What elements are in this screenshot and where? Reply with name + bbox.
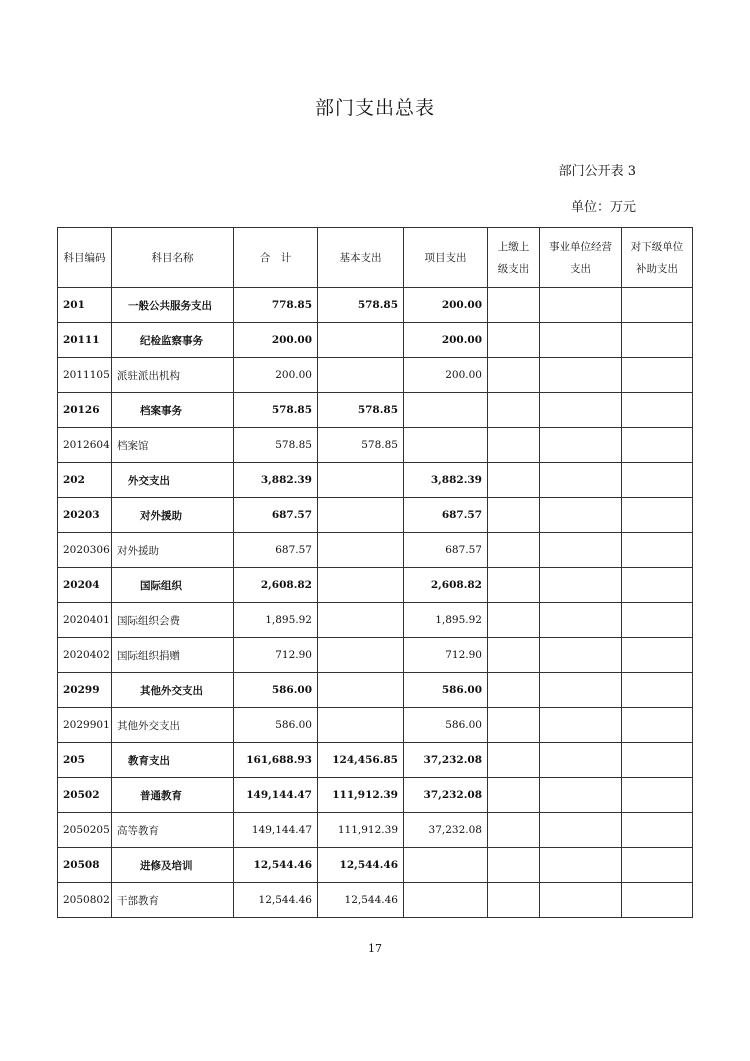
cell-basic bbox=[318, 498, 404, 533]
cell-subsidy bbox=[622, 673, 693, 708]
table-row bbox=[58, 358, 693, 393]
cell-subsidy bbox=[622, 743, 693, 778]
cell-project: 712.90 bbox=[404, 638, 488, 673]
cell-code: 20508 bbox=[58, 848, 112, 883]
cell-remit bbox=[488, 848, 540, 883]
cell-business bbox=[540, 813, 622, 848]
expenditure-table bbox=[57, 227, 693, 918]
cell-code: 20299 bbox=[58, 673, 112, 708]
page-title: 部门支出总表 bbox=[314, 97, 435, 119]
cell-basic: 124,456.85 bbox=[318, 743, 404, 778]
cell-subsidy bbox=[622, 638, 693, 673]
table-row bbox=[58, 743, 693, 778]
cell-name: 对外援助 bbox=[112, 533, 234, 568]
cell-business bbox=[540, 778, 622, 813]
cell-project: 586.00 bbox=[404, 708, 488, 743]
cell-name: 干部教育 bbox=[112, 883, 234, 918]
cell-basic bbox=[318, 568, 404, 603]
cell-code: 20502 bbox=[58, 778, 112, 813]
cell-business bbox=[540, 568, 622, 603]
cell-remit bbox=[488, 778, 540, 813]
cell-basic: 111,912.39 bbox=[318, 778, 404, 813]
cell-basic bbox=[318, 533, 404, 568]
cell-basic: 578.85 bbox=[318, 288, 404, 323]
cell-total: 578.85 bbox=[234, 393, 318, 428]
cell-remit bbox=[488, 533, 540, 568]
cell-business bbox=[540, 848, 622, 883]
cell-name: 教育支出 bbox=[112, 743, 234, 778]
cell-total: 586.00 bbox=[234, 673, 318, 708]
table-row bbox=[58, 638, 693, 673]
cell-basic bbox=[318, 673, 404, 708]
cell-remit bbox=[488, 708, 540, 743]
cell-subsidy bbox=[622, 568, 693, 603]
cell-total: 586.00 bbox=[234, 708, 318, 743]
cell-remit bbox=[488, 428, 540, 463]
cell-total: 578.85 bbox=[234, 428, 318, 463]
col-header-business: 事业单位经营支出 bbox=[540, 228, 622, 288]
cell-project: 37,232.08 bbox=[404, 743, 488, 778]
cell-subsidy bbox=[622, 358, 693, 393]
cell-total: 3,882.39 bbox=[234, 463, 318, 498]
cell-business bbox=[540, 393, 622, 428]
cell-total: 200.00 bbox=[234, 358, 318, 393]
col-header-code: 科目编码 bbox=[58, 228, 112, 288]
cell-subsidy bbox=[622, 288, 693, 323]
cell-code: 2050802 bbox=[58, 883, 112, 918]
cell-subsidy bbox=[622, 393, 693, 428]
cell-project: 37,232.08 bbox=[404, 813, 488, 848]
cell-name: 国际组织会费 bbox=[112, 603, 234, 638]
cell-total: 12,544.46 bbox=[234, 848, 318, 883]
cell-business bbox=[540, 638, 622, 673]
cell-subsidy bbox=[622, 323, 693, 358]
form-label: 部门公开表 3 bbox=[558, 164, 636, 179]
cell-remit bbox=[488, 358, 540, 393]
col-header-total: 合 计 bbox=[234, 228, 318, 288]
table-row bbox=[58, 288, 693, 323]
cell-project bbox=[404, 848, 488, 883]
cell-subsidy bbox=[622, 428, 693, 463]
col-header-name: 科目名称 bbox=[112, 228, 234, 288]
cell-basic: 111,912.39 bbox=[318, 813, 404, 848]
cell-subsidy bbox=[622, 603, 693, 638]
cell-remit bbox=[488, 813, 540, 848]
cell-remit bbox=[488, 288, 540, 323]
table-row bbox=[58, 393, 693, 428]
cell-project: 586.00 bbox=[404, 673, 488, 708]
cell-business bbox=[540, 498, 622, 533]
cell-name: 高等教育 bbox=[112, 813, 234, 848]
table-row bbox=[58, 708, 693, 743]
cell-project bbox=[404, 883, 488, 918]
cell-total: 149,144.47 bbox=[234, 813, 318, 848]
cell-business bbox=[540, 673, 622, 708]
cell-total: 149,144.47 bbox=[234, 778, 318, 813]
cell-project: 200.00 bbox=[404, 358, 488, 393]
cell-remit bbox=[488, 498, 540, 533]
cell-remit bbox=[488, 883, 540, 918]
table-row bbox=[58, 848, 693, 883]
cell-name: 国际组织 bbox=[112, 568, 234, 603]
cell-business bbox=[540, 428, 622, 463]
cell-code: 205 bbox=[58, 743, 112, 778]
cell-code: 20204 bbox=[58, 568, 112, 603]
cell-business bbox=[540, 323, 622, 358]
cell-basic: 578.85 bbox=[318, 393, 404, 428]
cell-project bbox=[404, 393, 488, 428]
cell-project bbox=[404, 428, 488, 463]
cell-business bbox=[540, 603, 622, 638]
cell-subsidy bbox=[622, 778, 693, 813]
cell-basic bbox=[318, 603, 404, 638]
table-row bbox=[58, 568, 693, 603]
table-row bbox=[58, 883, 693, 918]
cell-code: 2020401 bbox=[58, 603, 112, 638]
cell-name: 纪检监察事务 bbox=[112, 323, 234, 358]
col-header-project: 项目支出 bbox=[404, 228, 488, 288]
table-row bbox=[58, 323, 693, 358]
cell-subsidy bbox=[622, 883, 693, 918]
cell-project: 200.00 bbox=[404, 323, 488, 358]
cell-subsidy bbox=[622, 813, 693, 848]
cell-business bbox=[540, 288, 622, 323]
cell-total: 687.57 bbox=[234, 533, 318, 568]
table-row bbox=[58, 778, 693, 813]
cell-basic: 12,544.46 bbox=[318, 848, 404, 883]
col-header-remit: 上缴上级支出 bbox=[488, 228, 540, 288]
table-row bbox=[58, 463, 693, 498]
cell-business bbox=[540, 463, 622, 498]
cell-total: 161,688.93 bbox=[234, 743, 318, 778]
cell-code: 2050205 bbox=[58, 813, 112, 848]
cell-business bbox=[540, 743, 622, 778]
cell-basic: 578.85 bbox=[318, 428, 404, 463]
cell-name: 普通教育 bbox=[112, 778, 234, 813]
cell-business bbox=[540, 883, 622, 918]
cell-code: 201 bbox=[58, 288, 112, 323]
cell-remit bbox=[488, 568, 540, 603]
cell-name: 外交支出 bbox=[112, 463, 234, 498]
cell-total: 712.90 bbox=[234, 638, 318, 673]
cell-total: 12,544.46 bbox=[234, 883, 318, 918]
cell-code: 2020402 bbox=[58, 638, 112, 673]
cell-name: 派驻派出机构 bbox=[112, 358, 234, 393]
cell-name: 进修及培训 bbox=[112, 848, 234, 883]
cell-project: 687.57 bbox=[404, 498, 488, 533]
cell-basic bbox=[318, 708, 404, 743]
cell-subsidy bbox=[622, 463, 693, 498]
cell-name: 档案事务 bbox=[112, 393, 234, 428]
cell-basic bbox=[318, 638, 404, 673]
cell-business bbox=[540, 533, 622, 568]
cell-name: 其他外交支出 bbox=[112, 673, 234, 708]
cell-basic bbox=[318, 323, 404, 358]
cell-basic: 12,544.46 bbox=[318, 883, 404, 918]
cell-subsidy bbox=[622, 708, 693, 743]
cell-subsidy bbox=[622, 498, 693, 533]
table-row bbox=[58, 533, 693, 568]
cell-remit bbox=[488, 673, 540, 708]
cell-subsidy bbox=[622, 848, 693, 883]
cell-basic bbox=[318, 463, 404, 498]
cell-remit bbox=[488, 463, 540, 498]
cell-business bbox=[540, 358, 622, 393]
unit-label: 单位：万元 bbox=[570, 200, 636, 215]
cell-remit bbox=[488, 323, 540, 358]
cell-project: 1,895.92 bbox=[404, 603, 488, 638]
cell-subsidy bbox=[622, 533, 693, 568]
table-row bbox=[58, 813, 693, 848]
cell-code: 2029901 bbox=[58, 708, 112, 743]
cell-project: 37,232.08 bbox=[404, 778, 488, 813]
table-row bbox=[58, 428, 693, 463]
page-number: 17 bbox=[368, 942, 382, 955]
cell-total: 1,895.92 bbox=[234, 603, 318, 638]
cell-remit bbox=[488, 393, 540, 428]
cell-remit bbox=[488, 638, 540, 673]
cell-project: 687.57 bbox=[404, 533, 488, 568]
cell-code: 2011105 bbox=[58, 358, 112, 393]
cell-code: 20203 bbox=[58, 498, 112, 533]
cell-total: 2,608.82 bbox=[234, 568, 318, 603]
cell-code: 2012604 bbox=[58, 428, 112, 463]
cell-name: 其他外交支出 bbox=[112, 708, 234, 743]
cell-code: 2020306 bbox=[58, 533, 112, 568]
cell-remit bbox=[488, 603, 540, 638]
cell-name: 一般公共服务支出 bbox=[112, 288, 234, 323]
cell-name: 对外援助 bbox=[112, 498, 234, 533]
cell-code: 202 bbox=[58, 463, 112, 498]
cell-basic bbox=[318, 358, 404, 393]
cell-name: 国际组织捐赠 bbox=[112, 638, 234, 673]
cell-project: 200.00 bbox=[404, 288, 488, 323]
cell-total: 200.00 bbox=[234, 323, 318, 358]
cell-total: 687.57 bbox=[234, 498, 318, 533]
cell-project: 2,608.82 bbox=[404, 568, 488, 603]
cell-code: 20126 bbox=[58, 393, 112, 428]
table-row bbox=[58, 673, 693, 708]
table-row bbox=[58, 603, 693, 638]
col-header-basic: 基本支出 bbox=[318, 228, 404, 288]
cell-remit bbox=[488, 743, 540, 778]
cell-project: 3,882.39 bbox=[404, 463, 488, 498]
cell-name: 档案馆 bbox=[112, 428, 234, 463]
cell-total: 778.85 bbox=[234, 288, 318, 323]
table-header-row bbox=[58, 228, 693, 288]
cell-code: 20111 bbox=[58, 323, 112, 358]
cell-business bbox=[540, 708, 622, 743]
col-header-subsidy: 对下级单位补助支出 bbox=[622, 228, 693, 288]
table-row bbox=[58, 498, 693, 533]
